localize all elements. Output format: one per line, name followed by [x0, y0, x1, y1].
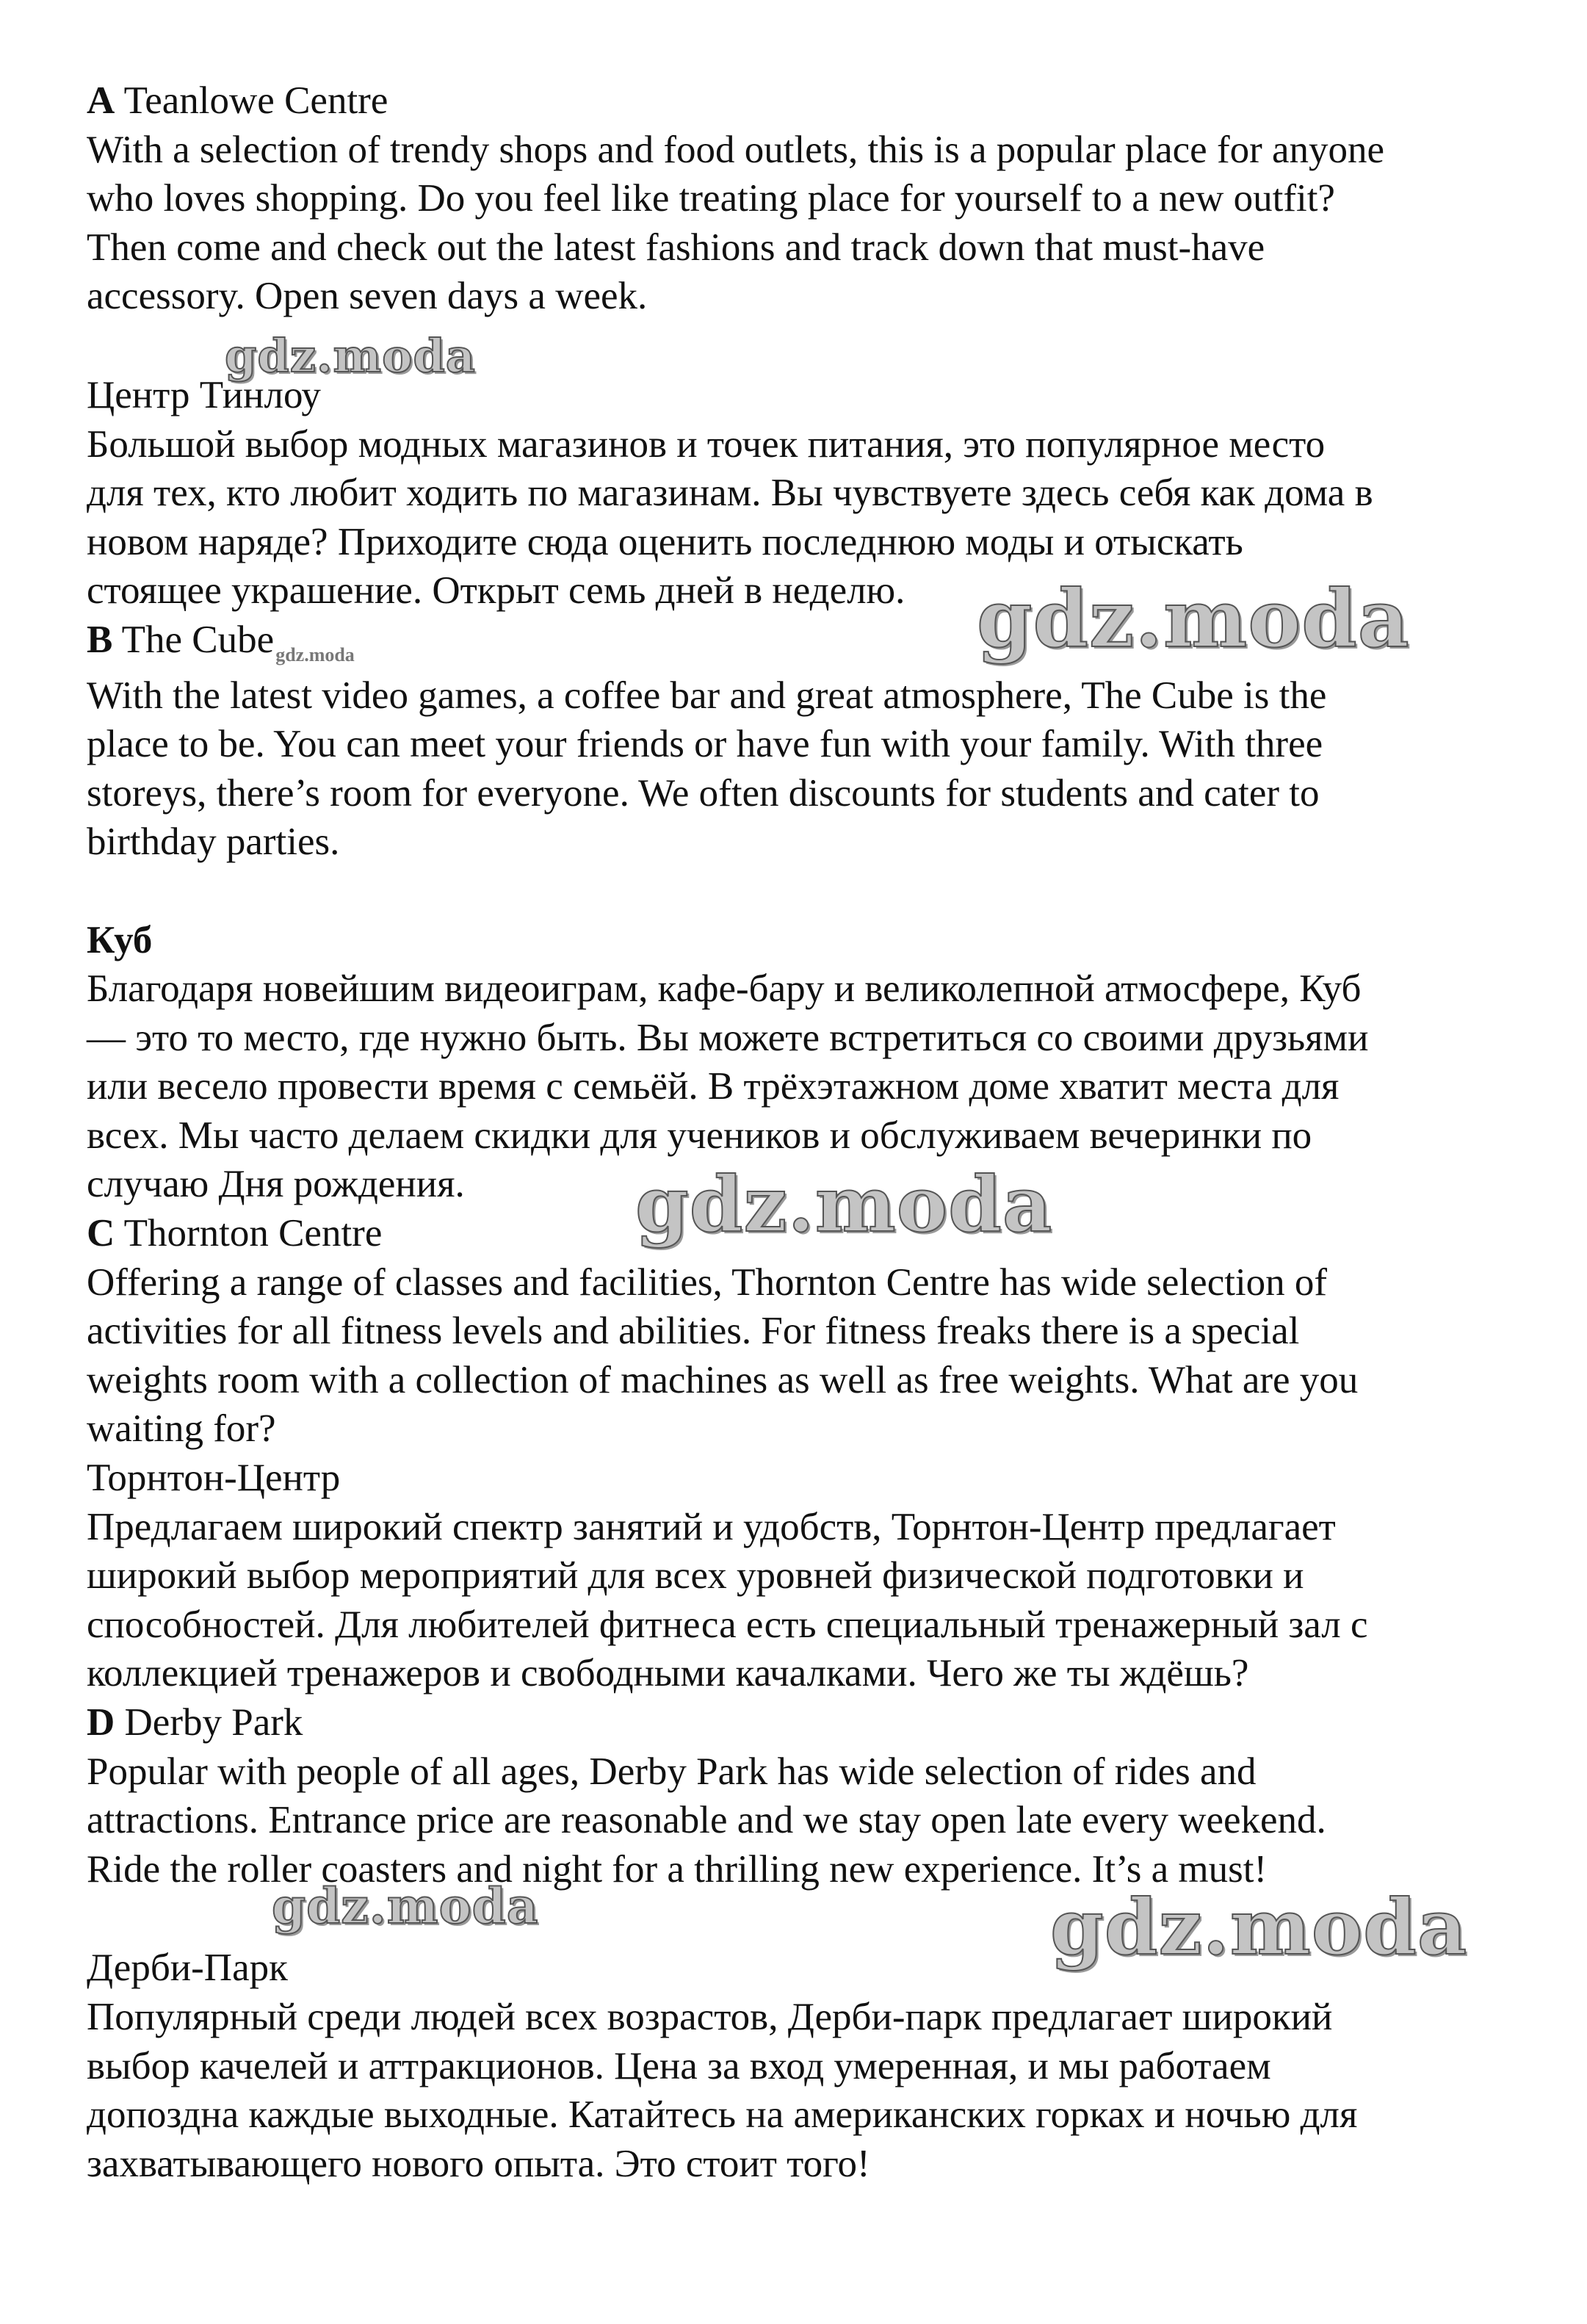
russian-line: — это то место, где нужно быть. Вы можете встретиться со своими друзьями — [87, 1016, 1369, 1059]
english-line: activities for all fitness levels and abilities. For fitness freaks there is a special — [87, 1310, 1300, 1353]
spacer — [87, 867, 1526, 916]
russian-title: Центр Тинлоу — [87, 373, 321, 416]
english-line: Popular with people of all ages, Derby Park has wide selection of rides and — [87, 1750, 1257, 1793]
russian-line: выбор качелей и аттракционов. Цена за вход умеренная, и мы работаем — [87, 2044, 1271, 2087]
watermark-logo: gdz.moda — [272, 1877, 539, 1935]
english-line: waiting for? — [87, 1407, 276, 1451]
english-line: accessory. Open seven days a week. — [87, 275, 648, 318]
section-title: The Cube — [121, 618, 275, 661]
english-line: Ride the roller coasters and night for a thrilling new experience. It’s a must! — [87, 1847, 1268, 1891]
section-letter: C — [87, 1212, 115, 1255]
russian-line: Большой выбор модных магазинов и точек питания, это популярное место — [87, 422, 1326, 466]
watermark-logo: gdz.moda — [977, 573, 1410, 665]
russian-line: случаю Дня рождения. — [87, 1163, 465, 1206]
watermark-logo: gdz.moda — [225, 329, 476, 383]
english-line: With the latest video games, a coffee bar and great atmosphere, The Cube is the — [87, 674, 1327, 717]
watermark-logo: gdz.moda — [635, 1159, 1053, 1249]
russian-line: всех. Мы часто делаем скидки для учеников и обслуживаем вечеринки по — [87, 1114, 1312, 1157]
watermark-logo: gdz.moda — [1050, 1882, 1468, 1972]
russian-line: Популярный среди людей всех возрастов, Дерби-парк предлагает широкий — [87, 1995, 1333, 2038]
russian-line: или весело провести время с семьёй. В трёхэтажном доме хватит места для — [87, 1065, 1340, 1108]
russian-line: коллекцией тренажеров и свободными качалками. Чего же ты ждёшь? — [87, 1652, 1249, 1695]
watermark-inline: gdz.moda — [275, 643, 355, 665]
english-line: attractions. Entrance price are reasonable and we stay open late every weekend. — [87, 1799, 1326, 1842]
russian-line: способностей. Для любителей фитнеса есть специальный тренажерный зал с — [87, 1603, 1368, 1646]
russian-line: захватывающего нового опыта. Это стоит того! — [87, 2142, 870, 2185]
section-letter: D — [87, 1701, 115, 1744]
russian-line: для тех, кто любит ходить по магазинам. Вы чувствуете здесь себя как дома в — [87, 472, 1373, 515]
section-letter: B — [87, 618, 113, 661]
russian-line: стоящее украшение. Открыт семь дней в неделю. — [87, 569, 905, 613]
russian-title: Куб — [87, 918, 153, 961]
section-letter: A — [87, 79, 115, 122]
section-title: Teanlowe Centre — [123, 79, 388, 122]
english-line: who loves shopping. Do you feel like treating place for yourself to a new outfit? — [87, 177, 1335, 220]
section-title: Derby Park — [124, 1701, 303, 1744]
english-line: Offering a range of classes and facilities, Thornton Centre has wide selection of — [87, 1260, 1328, 1304]
section-title: Thornton Centre — [123, 1212, 383, 1255]
document-page — [87, 76, 1526, 2188]
section-heading-d — [87, 1698, 1526, 1747]
russian-title: Торнтон-Центр — [87, 1457, 341, 1500]
english-line: With a selection of trendy shops and food outlets, this is a popular place for anyone — [87, 128, 1385, 171]
english-line: birthday parties. — [87, 820, 340, 864]
english-line: weights room with a collection of machines as well as free weights. What are you — [87, 1358, 1359, 1401]
russian-title: Дерби-Парк — [87, 1946, 288, 1990]
english-line: Then come and check out the latest fashions and track down that must-have — [87, 225, 1265, 269]
english-line: place to be. You can meet your friends or have fun with your family. With three — [87, 723, 1323, 766]
russian-line: Предлагаем широкий спектр занятий и удобств, Торнтон-Центр предлагает — [87, 1505, 1336, 1548]
russian-line: допоздна каждые выходные. Катайтесь на американских горках и ночью для — [87, 2093, 1358, 2137]
russian-line: новом наряде? Приходите сюда оценить последнюю моды и отыскать — [87, 520, 1243, 563]
english-line: storeys, there’s room for everyone. We often discounts for students and cater to — [87, 771, 1320, 815]
russian-line: широкий выбор мероприятий для всех уровней физической подготовки и — [87, 1554, 1304, 1598]
section-heading-a — [87, 76, 1526, 126]
russian-line: Благодаря новейшим видеоиграм, кафе-бару и великолепной атмосфере, Куб — [87, 967, 1362, 1011]
